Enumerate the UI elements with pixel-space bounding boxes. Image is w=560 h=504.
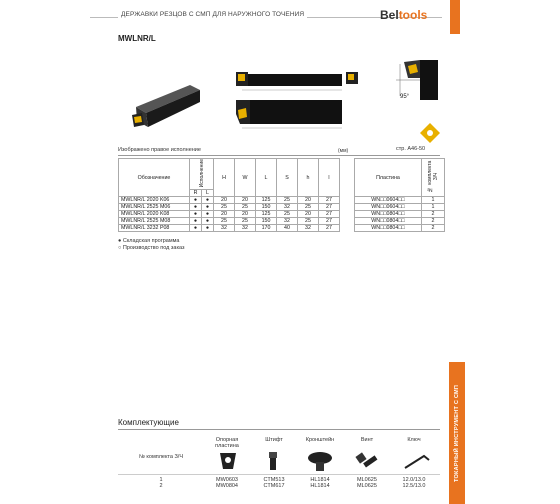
support-plate-icon	[217, 450, 239, 472]
clamp-icon	[305, 450, 335, 472]
spec-cell-l2: 27	[319, 211, 340, 218]
spec-cell-kit: 1	[422, 197, 445, 204]
kit-cell-kit: 1	[159, 477, 163, 483]
kit-cell-clamp: HL1814	[310, 483, 330, 489]
col-gap	[340, 159, 355, 197]
spec-cell-l2: 27	[319, 197, 340, 204]
spec-cell-name: MWLNR/L 2020 K08	[119, 211, 190, 218]
spec-cell-r: ●	[190, 197, 202, 204]
spec-cell-h: 20	[298, 211, 319, 218]
kit-title: Комплектующие	[118, 418, 179, 427]
spec-cell-gap	[340, 218, 355, 225]
kit-cell-key: 12.5/13.0	[402, 483, 426, 489]
col-L: L	[256, 159, 277, 197]
col-h: h	[298, 159, 319, 197]
spec-cell-name: MWLNR/L 2020 K06	[119, 197, 190, 204]
spec-cell-W: 20	[235, 211, 256, 218]
kit-col-support: Опорная пластина	[215, 437, 239, 449]
col-plate: Пластина	[355, 159, 422, 197]
spec-cell-l: ●	[202, 197, 214, 204]
brand-suffix: tools	[398, 8, 428, 22]
col-designation: Обозначение	[119, 159, 190, 197]
spec-table	[118, 158, 445, 232]
spec-row	[119, 225, 445, 232]
table-top-rule	[118, 155, 440, 156]
col-H: H	[214, 159, 235, 197]
spec-cell-kit: 1	[422, 204, 445, 211]
spec-cell-S: 32	[277, 204, 298, 211]
spec-cell-h: 25	[298, 204, 319, 211]
legend-order: ○ Производство под заказ	[118, 245, 185, 251]
spec-cell-L: 150	[256, 204, 277, 211]
spec-cell-H: 25	[214, 204, 235, 211]
col-W: W	[235, 159, 256, 197]
spec-cell-gap	[340, 211, 355, 218]
spec-cell-l2: 27	[319, 204, 340, 211]
pin-icon	[265, 450, 281, 472]
legend-stock: ● Складская программа	[118, 238, 180, 244]
col-version-l: L	[202, 190, 214, 197]
angle-label: 95°	[400, 94, 410, 100]
spec-cell-W: 20	[235, 197, 256, 204]
spec-cell-name: MWLNR/L 2525 M06	[119, 204, 190, 211]
spec-cell-H: 20	[214, 211, 235, 218]
spec-cell-name: MWLNR/L 2525 M08	[119, 218, 190, 225]
kit-rule	[118, 429, 440, 430]
spec-cell-name: MWLNR/L 3232 P08	[119, 225, 190, 232]
spec-cell-gap	[340, 225, 355, 232]
spec-cell-kit: 2	[422, 225, 445, 232]
col-version-r: R	[190, 190, 202, 197]
kit-cell-pin: CTM617	[263, 483, 285, 489]
kit-col-key: Ключ	[407, 437, 421, 443]
col-version: Исполнение	[190, 159, 214, 190]
spec-cell-l: ●	[202, 211, 214, 218]
spec-cell-L: 170	[256, 225, 277, 232]
spec-cell-r: ●	[190, 204, 202, 211]
spec-cell-plate: WN□□0804□□	[355, 211, 422, 218]
spec-row	[119, 218, 445, 225]
spec-cell-r: ●	[190, 211, 202, 218]
spec-cell-L: 125	[256, 197, 277, 204]
spec-cell-kit: 2	[422, 218, 445, 225]
brand-prefix: Bel	[380, 8, 399, 22]
spec-row	[119, 204, 445, 211]
model-title: MWLNR/L	[118, 34, 156, 43]
spec-cell-r: ●	[190, 225, 202, 232]
spec-cell-l2: 27	[319, 225, 340, 232]
kit-col-clamp: Кронштейн	[305, 437, 335, 443]
brand-logo	[380, 8, 427, 22]
spec-cell-plate: WN□□0604□□	[355, 197, 422, 204]
key-icon	[402, 450, 432, 472]
kit-cell-screw: ML0625	[357, 477, 377, 483]
col-kit: № комплекта З/Ч	[422, 159, 445, 197]
spec-cell-l: ●	[202, 225, 214, 232]
col-l: l	[319, 159, 340, 197]
spec-cell-S: 32	[277, 218, 298, 225]
kit-cell-clamp: HL1814	[310, 477, 330, 483]
spec-row	[119, 197, 445, 204]
spec-cell-h: 32	[298, 225, 319, 232]
spec-cell-kit: 2	[422, 211, 445, 218]
spec-cell-L: 150	[256, 218, 277, 225]
kit-row-divider	[118, 474, 440, 475]
page-reference: стр. A46-50	[396, 146, 426, 152]
insert-icon	[419, 122, 441, 144]
kit-cell-kit: 2	[159, 483, 163, 489]
spec-cell-H: 20	[214, 197, 235, 204]
page-header-title: ДЕРЖАВКИ РЕЗЦОВ С СМП ДЛЯ НАРУЖНОГО ТОЧЕНИЯ	[118, 11, 307, 18]
kit-col-pin: Штифт	[265, 437, 283, 443]
spec-cell-gap	[340, 204, 355, 211]
spec-cell-W: 25	[235, 218, 256, 225]
kit-cell-support: MW0603	[215, 477, 238, 483]
spec-cell-r: ●	[190, 218, 202, 225]
kit-cell-pin: CTM513	[263, 477, 285, 483]
units-label: (мм)	[338, 148, 349, 154]
spec-cell-L: 125	[256, 211, 277, 218]
drawing-caption: Изображено правое исполнение	[118, 147, 201, 153]
spec-cell-S: 25	[277, 197, 298, 204]
spec-cell-l: ●	[202, 218, 214, 225]
spec-cell-plate: WN□□0604□□	[355, 204, 422, 211]
kit-cell-support: MW0804	[215, 483, 238, 489]
side-banner-text: ТОКАРНЫЙ ИНСТРУМЕНТ С СМП	[454, 384, 460, 482]
spec-cell-l2: 27	[319, 218, 340, 225]
kit-cell-key: 12.0/13.0	[402, 477, 426, 483]
spec-cell-plate: WN□□0804□□	[355, 225, 422, 232]
spec-cell-H: 32	[214, 225, 235, 232]
spec-cell-H: 25	[214, 218, 235, 225]
kit-cell-screw: ML0625	[357, 483, 377, 489]
spec-cell-l: ●	[202, 204, 214, 211]
spec-row	[119, 211, 445, 218]
screw-icon	[355, 450, 379, 472]
spec-cell-W: 25	[235, 204, 256, 211]
spec-cell-W: 32	[235, 225, 256, 232]
accent-bar-top	[450, 0, 460, 34]
spec-cell-h: 25	[298, 218, 319, 225]
spec-cell-S: 40	[277, 225, 298, 232]
spec-cell-gap	[340, 197, 355, 204]
col-S: S	[277, 159, 298, 197]
spec-cell-S: 25	[277, 211, 298, 218]
tool-holder-3d-image	[128, 75, 203, 137]
spec-cell-h: 20	[298, 197, 319, 204]
kit-col-number: № комплекта З/Ч	[138, 454, 183, 460]
kit-col-screw: Винт	[360, 437, 374, 443]
cutting-angle-diagram	[394, 56, 442, 108]
tool-holder-drawing	[232, 70, 362, 136]
spec-cell-plate: WN□□0804□□	[355, 218, 422, 225]
